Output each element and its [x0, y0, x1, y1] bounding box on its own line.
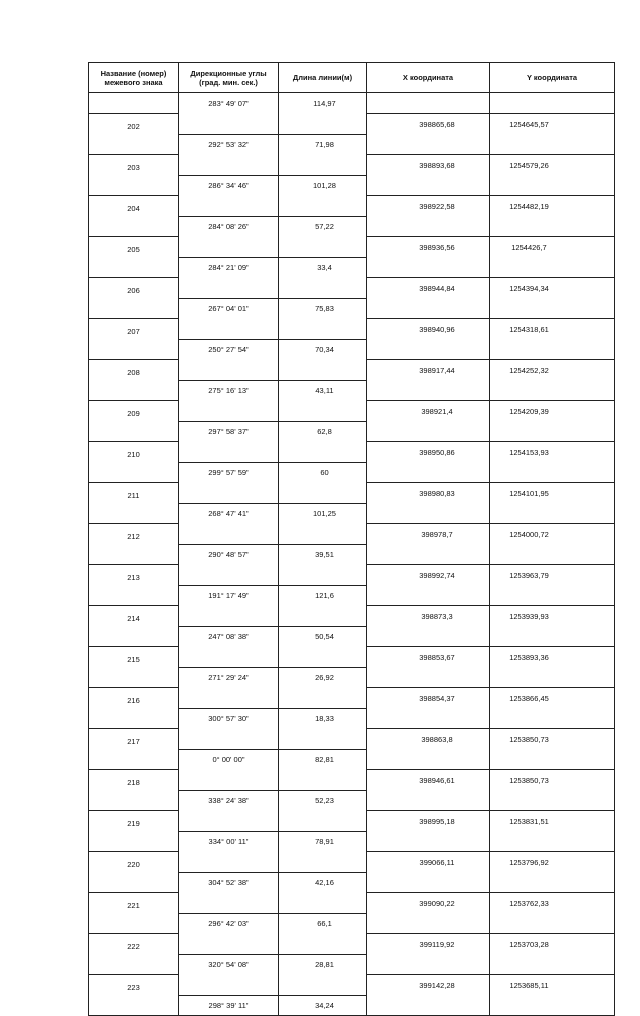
table-row — [89, 934, 615, 955]
point-name-cell — [89, 380, 179, 401]
table-row — [89, 257, 615, 278]
y-coordinate-cell: 1254000,72 — [490, 524, 615, 545]
x-coordinate-cell — [367, 216, 490, 237]
point-name-cell — [89, 954, 179, 975]
table-row — [89, 237, 615, 258]
x-coordinate-cell — [367, 380, 490, 401]
direction-angle-cell — [179, 155, 279, 176]
line-length-cell: 18,33 — [279, 708, 367, 729]
point-name-cell — [89, 995, 179, 1016]
x-coordinate-cell — [367, 954, 490, 975]
x-coordinate-cell — [367, 298, 490, 319]
direction-angle-cell: 297° 58' 37" — [179, 421, 279, 442]
y-coordinate-cell — [490, 544, 615, 565]
line-length-cell: 121,6 — [279, 585, 367, 606]
line-length-cell — [279, 647, 367, 668]
direction-angle-cell: 283° 49' 07" — [179, 93, 279, 114]
y-coordinate-cell: 1254252,32 — [490, 360, 615, 381]
point-name-cell — [89, 175, 179, 196]
line-length-cell — [279, 196, 367, 217]
x-coordinate-cell — [367, 708, 490, 729]
line-length-cell — [279, 237, 367, 258]
y-coordinate-cell: 1254426,7 — [490, 237, 615, 258]
direction-angle-cell: 299° 57' 59" — [179, 462, 279, 483]
line-length-cell — [279, 319, 367, 340]
point-name-cell: 203 — [89, 155, 179, 176]
point-name-cell: 214 — [89, 606, 179, 627]
y-coordinate-cell: 1253762,33 — [490, 893, 615, 914]
y-coordinate-cell: 1254209,39 — [490, 401, 615, 422]
line-length-cell — [279, 606, 367, 627]
y-coordinate-cell: 1254579,26 — [490, 155, 615, 176]
x-coordinate-cell — [367, 503, 490, 524]
table-row — [89, 975, 615, 996]
table-row — [89, 93, 615, 114]
direction-angle-cell — [179, 852, 279, 873]
line-length-cell: 71,98 — [279, 134, 367, 155]
line-length-cell: 43,11 — [279, 380, 367, 401]
line-length-cell — [279, 278, 367, 299]
y-coordinate-cell — [490, 175, 615, 196]
line-length-cell — [279, 811, 367, 832]
point-name-cell — [89, 667, 179, 688]
table-body — [89, 93, 615, 1016]
line-length-cell: 78,91 — [279, 831, 367, 852]
line-length-cell — [279, 155, 367, 176]
line-length-cell: 39,51 — [279, 544, 367, 565]
x-coordinate-cell — [367, 134, 490, 155]
table-row — [89, 360, 615, 381]
table-row — [89, 544, 615, 565]
x-coordinate-cell: 398980,83 — [367, 483, 490, 504]
point-name-cell — [89, 790, 179, 811]
direction-angle-cell — [179, 360, 279, 381]
table-row — [89, 155, 615, 176]
direction-angle-cell: 268° 47' 41" — [179, 503, 279, 524]
table-row — [89, 380, 615, 401]
y-coordinate-cell: 1253703,28 — [490, 934, 615, 955]
line-length-cell: 101,28 — [279, 175, 367, 196]
y-coordinate-cell: 1254645,57 — [490, 114, 615, 135]
y-coordinate-cell — [490, 995, 615, 1016]
x-coordinate-cell — [367, 872, 490, 893]
header-direction-angle: Дирекционные углы (град. мин. сек.) — [179, 63, 279, 93]
line-length-cell — [279, 565, 367, 586]
line-length-cell: 70,34 — [279, 339, 367, 360]
line-length-cell — [279, 770, 367, 791]
table-row — [89, 134, 615, 155]
table-header-row — [89, 63, 615, 93]
direction-angle-cell: 298° 39' 11" — [179, 995, 279, 1016]
y-coordinate-cell — [490, 339, 615, 360]
y-coordinate-cell: 1254153,93 — [490, 442, 615, 463]
direction-angle-cell: 0° 00' 00" — [179, 749, 279, 770]
table-row — [89, 770, 615, 791]
y-coordinate-cell: 1254318,61 — [490, 319, 615, 340]
point-name-cell — [89, 872, 179, 893]
line-length-cell: 50,54 — [279, 626, 367, 647]
table-row — [89, 278, 615, 299]
table-row — [89, 585, 615, 606]
x-coordinate-cell — [367, 421, 490, 442]
x-coordinate-cell: 398854,37 — [367, 688, 490, 709]
x-coordinate-cell — [367, 257, 490, 278]
line-length-cell: 62,8 — [279, 421, 367, 442]
point-name-cell: 213 — [89, 565, 179, 586]
point-name-cell: 218 — [89, 770, 179, 791]
table-row — [89, 790, 615, 811]
point-name-cell: 211 — [89, 483, 179, 504]
direction-angle-cell: 338° 24' 38" — [179, 790, 279, 811]
point-name-cell: 215 — [89, 647, 179, 668]
line-length-cell — [279, 975, 367, 996]
point-name-cell — [89, 913, 179, 934]
direction-angle-cell: 304° 52' 38" — [179, 872, 279, 893]
direction-angle-cell — [179, 442, 279, 463]
direction-angle-cell: 292° 53' 32" — [179, 134, 279, 155]
x-coordinate-cell: 398940,96 — [367, 319, 490, 340]
direction-angle-cell — [179, 524, 279, 545]
point-name-cell — [89, 93, 179, 114]
table-row — [89, 708, 615, 729]
line-length-cell: 60 — [279, 462, 367, 483]
table-row — [89, 852, 615, 873]
point-name-cell — [89, 421, 179, 442]
direction-angle-cell: 300° 57' 30" — [179, 708, 279, 729]
point-name-cell: 219 — [89, 811, 179, 832]
table-row — [89, 913, 615, 934]
x-coordinate-cell — [367, 585, 490, 606]
point-name-cell — [89, 585, 179, 606]
line-length-cell: 34,24 — [279, 995, 367, 1016]
direction-angle-cell: 296° 42' 03" — [179, 913, 279, 934]
direction-angle-cell: 290° 48' 57" — [179, 544, 279, 565]
y-coordinate-cell: 1253893,36 — [490, 647, 615, 668]
direction-angle-cell — [179, 565, 279, 586]
x-coordinate-cell — [367, 831, 490, 852]
line-length-cell: 33,4 — [279, 257, 367, 278]
direction-angle-cell — [179, 278, 279, 299]
y-coordinate-cell: 1254101,95 — [490, 483, 615, 504]
table-row — [89, 114, 615, 135]
line-length-cell: 66,1 — [279, 913, 367, 934]
point-name-cell: 209 — [89, 401, 179, 422]
x-coordinate-cell — [367, 626, 490, 647]
table-row — [89, 483, 615, 504]
line-length-cell: 57,22 — [279, 216, 367, 237]
y-coordinate-cell: 1253850,73 — [490, 770, 615, 791]
table-row — [89, 298, 615, 319]
x-coordinate-cell: 398936,56 — [367, 237, 490, 258]
x-coordinate-cell: 398853,67 — [367, 647, 490, 668]
point-name-cell: 210 — [89, 442, 179, 463]
direction-angle-cell — [179, 688, 279, 709]
x-coordinate-cell: 398863,8 — [367, 729, 490, 750]
point-name-cell: 212 — [89, 524, 179, 545]
direction-angle-cell — [179, 483, 279, 504]
table-row — [89, 647, 615, 668]
line-length-cell: 82,81 — [279, 749, 367, 770]
y-coordinate-cell: 1253963,79 — [490, 565, 615, 586]
x-coordinate-cell — [367, 749, 490, 770]
y-coordinate-cell — [490, 626, 615, 647]
direction-angle-cell — [179, 196, 279, 217]
y-coordinate-cell: 1254482,19 — [490, 196, 615, 217]
y-coordinate-cell: 1253866,45 — [490, 688, 615, 709]
x-coordinate-cell — [367, 93, 490, 114]
direction-angle-cell: 275° 16' 13" — [179, 380, 279, 401]
x-coordinate-cell — [367, 995, 490, 1016]
line-length-cell — [279, 401, 367, 422]
direction-angle-cell — [179, 975, 279, 996]
x-coordinate-cell: 398922,58 — [367, 196, 490, 217]
table-row — [89, 688, 615, 709]
point-name-cell — [89, 626, 179, 647]
direction-angle-cell: 284° 08' 26" — [179, 216, 279, 237]
line-length-cell — [279, 729, 367, 750]
line-length-cell: 52,23 — [279, 790, 367, 811]
table-row — [89, 216, 615, 237]
table-row — [89, 339, 615, 360]
x-coordinate-cell: 398873,3 — [367, 606, 490, 627]
line-length-cell — [279, 360, 367, 381]
point-name-cell: 216 — [89, 688, 179, 709]
direction-angle-cell — [179, 237, 279, 258]
line-length-cell: 114,97 — [279, 93, 367, 114]
direction-angle-cell: 191° 17' 49" — [179, 585, 279, 606]
line-length-cell — [279, 442, 367, 463]
point-name-cell — [89, 134, 179, 155]
y-coordinate-cell — [490, 421, 615, 442]
x-coordinate-cell — [367, 790, 490, 811]
header-x-coordinate: X координата — [367, 63, 490, 93]
direction-angle-cell — [179, 729, 279, 750]
table-row — [89, 667, 615, 688]
y-coordinate-cell: 1253796,92 — [490, 852, 615, 873]
y-coordinate-cell — [490, 503, 615, 524]
x-coordinate-cell: 398995,18 — [367, 811, 490, 832]
point-name-cell — [89, 503, 179, 524]
line-length-cell: 28,81 — [279, 954, 367, 975]
point-name-cell: 221 — [89, 893, 179, 914]
direction-angle-cell — [179, 114, 279, 135]
direction-angle-cell — [179, 770, 279, 791]
point-name-cell — [89, 708, 179, 729]
y-coordinate-cell — [490, 585, 615, 606]
x-coordinate-cell: 398992,74 — [367, 565, 490, 586]
line-length-cell — [279, 852, 367, 873]
x-coordinate-cell — [367, 462, 490, 483]
x-coordinate-cell: 398950,86 — [367, 442, 490, 463]
y-coordinate-cell — [490, 298, 615, 319]
line-length-cell — [279, 114, 367, 135]
line-length-cell — [279, 483, 367, 504]
direction-angle-cell: 250° 27' 54" — [179, 339, 279, 360]
line-length-cell: 42,16 — [279, 872, 367, 893]
table-row — [89, 954, 615, 975]
x-coordinate-cell: 398865,68 — [367, 114, 490, 135]
table-row — [89, 524, 615, 545]
x-coordinate-cell: 398944,84 — [367, 278, 490, 299]
x-coordinate-cell: 398917,44 — [367, 360, 490, 381]
y-coordinate-cell — [490, 380, 615, 401]
y-coordinate-cell — [490, 749, 615, 770]
table-row — [89, 196, 615, 217]
line-length-cell — [279, 524, 367, 545]
y-coordinate-cell: 1253685,11 — [490, 975, 615, 996]
line-length-cell: 26,92 — [279, 667, 367, 688]
point-name-cell — [89, 544, 179, 565]
header-y-coordinate: Y координата — [490, 63, 615, 93]
direction-angle-cell — [179, 893, 279, 914]
direction-angle-cell: 320° 54' 08" — [179, 954, 279, 975]
table-row — [89, 995, 615, 1016]
table-row — [89, 872, 615, 893]
table-row — [89, 606, 615, 627]
boundary-coordinates-table — [88, 62, 615, 1016]
point-name-cell — [89, 462, 179, 483]
point-name-cell: 207 — [89, 319, 179, 340]
y-coordinate-cell — [490, 708, 615, 729]
y-coordinate-cell — [490, 913, 615, 934]
point-name-cell: 204 — [89, 196, 179, 217]
line-length-cell — [279, 934, 367, 955]
table-row — [89, 401, 615, 422]
table-row — [89, 811, 615, 832]
y-coordinate-cell — [490, 134, 615, 155]
table-row — [89, 626, 615, 647]
table-row — [89, 421, 615, 442]
point-name-cell — [89, 298, 179, 319]
x-coordinate-cell: 399119,92 — [367, 934, 490, 955]
table-row — [89, 749, 615, 770]
y-coordinate-cell — [490, 667, 615, 688]
y-coordinate-cell — [490, 93, 615, 114]
x-coordinate-cell: 398893,68 — [367, 155, 490, 176]
direction-angle-cell: 271° 29' 24" — [179, 667, 279, 688]
direction-angle-cell — [179, 934, 279, 955]
y-coordinate-cell — [490, 790, 615, 811]
point-name-cell — [89, 831, 179, 852]
table-row — [89, 893, 615, 914]
table-row — [89, 442, 615, 463]
point-name-cell: 205 — [89, 237, 179, 258]
x-coordinate-cell: 398978,7 — [367, 524, 490, 545]
table-row — [89, 319, 615, 340]
table-row — [89, 462, 615, 483]
table-row — [89, 831, 615, 852]
line-length-cell: 75,83 — [279, 298, 367, 319]
direction-angle-cell — [179, 606, 279, 627]
y-coordinate-cell: 1253850,73 — [490, 729, 615, 750]
y-coordinate-cell — [490, 831, 615, 852]
y-coordinate-cell: 1254394,34 — [490, 278, 615, 299]
header-line-length: Длина линии(м) — [279, 63, 367, 93]
x-coordinate-cell: 399142,28 — [367, 975, 490, 996]
x-coordinate-cell — [367, 544, 490, 565]
y-coordinate-cell: 1253939,93 — [490, 606, 615, 627]
y-coordinate-cell — [490, 257, 615, 278]
point-name-cell: 223 — [89, 975, 179, 996]
line-length-cell: 101,25 — [279, 503, 367, 524]
y-coordinate-cell — [490, 954, 615, 975]
direction-angle-cell: 286° 34' 46" — [179, 175, 279, 196]
x-coordinate-cell: 398946,61 — [367, 770, 490, 791]
x-coordinate-cell: 399090,22 — [367, 893, 490, 914]
direction-angle-cell — [179, 811, 279, 832]
point-name-cell: 220 — [89, 852, 179, 873]
direction-angle-cell: 267° 04' 01" — [179, 298, 279, 319]
x-coordinate-cell — [367, 667, 490, 688]
direction-angle-cell — [179, 319, 279, 340]
x-coordinate-cell — [367, 913, 490, 934]
point-name-cell — [89, 339, 179, 360]
table-row — [89, 503, 615, 524]
x-coordinate-cell: 398921,4 — [367, 401, 490, 422]
point-name-cell: 222 — [89, 934, 179, 955]
point-name-cell — [89, 216, 179, 237]
y-coordinate-cell: 1253831,51 — [490, 811, 615, 832]
direction-angle-cell — [179, 401, 279, 422]
y-coordinate-cell — [490, 872, 615, 893]
x-coordinate-cell — [367, 339, 490, 360]
line-length-cell — [279, 688, 367, 709]
point-name-cell: 208 — [89, 360, 179, 381]
x-coordinate-cell: 399066,11 — [367, 852, 490, 873]
point-name-cell — [89, 749, 179, 770]
table-row — [89, 729, 615, 750]
table-row — [89, 175, 615, 196]
direction-angle-cell: 334° 00' 11" — [179, 831, 279, 852]
point-name-cell: 202 — [89, 114, 179, 135]
direction-angle-cell: 247° 08' 38" — [179, 626, 279, 647]
direction-angle-cell: 284° 21' 09" — [179, 257, 279, 278]
header-point-name: Название (номер) межевого знака — [89, 63, 179, 93]
point-name-cell: 206 — [89, 278, 179, 299]
table-row — [89, 565, 615, 586]
line-length-cell — [279, 893, 367, 914]
y-coordinate-cell — [490, 216, 615, 237]
x-coordinate-cell — [367, 175, 490, 196]
direction-angle-cell — [179, 647, 279, 668]
point-name-cell: 217 — [89, 729, 179, 750]
y-coordinate-cell — [490, 462, 615, 483]
point-name-cell — [89, 257, 179, 278]
